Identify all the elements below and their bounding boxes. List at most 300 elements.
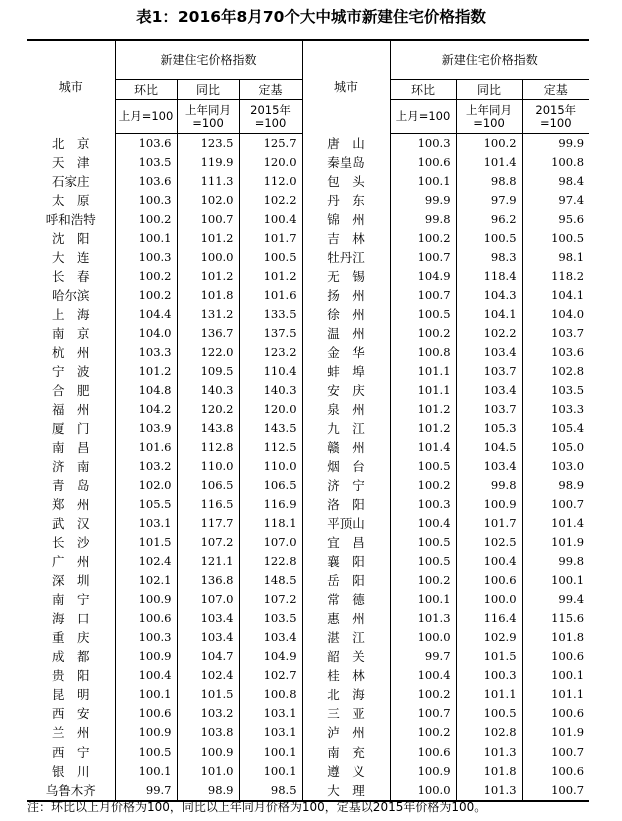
table-row (27, 343, 589, 362)
table-row (27, 743, 589, 762)
city-right-cell: 洛 阳 (302, 495, 390, 514)
yoy-left-cell: 102.4 (177, 666, 239, 685)
yoy-left-cell: 110.0 (177, 457, 239, 476)
fixed-left-cell: 137.5 (239, 324, 302, 343)
mom-right-cell: 100.5 (390, 533, 456, 552)
city-left-cell: 成 都 (27, 647, 115, 666)
mom-left-cell: 100.9 (115, 647, 177, 666)
yoy-right-cell: 100.6 (456, 571, 522, 590)
city-left-cell: 贵 阳 (27, 666, 115, 685)
yoy-right-cell: 102.8 (456, 723, 522, 742)
yoy-left-cell: 136.7 (177, 324, 239, 343)
mom-left-cell: 100.1 (115, 229, 177, 248)
mom-right-cell: 101.1 (390, 362, 456, 381)
city-right-cell: 徐 州 (302, 305, 390, 324)
fixed-left-cell: 100.1 (239, 743, 302, 762)
yoy-right-cell: 100.4 (456, 552, 522, 571)
yoy-right-cell: 97.9 (456, 191, 522, 210)
mom-left-cell: 101.6 (115, 438, 177, 457)
yoy-right-cell: 98.3 (456, 248, 522, 267)
city-left-cell: 深 圳 (27, 571, 115, 590)
city-right-cell: 南 充 (302, 743, 390, 762)
fixed-right-cell: 99.9 (558, 136, 585, 150)
mom-right-cell: 100.4 (390, 666, 456, 685)
fixed-left-cell: 118.1 (239, 514, 302, 533)
yoy-left-cell: 136.8 (177, 571, 239, 590)
yoy-right-cell: 100.9 (456, 495, 522, 514)
yoy-left-cell: 116.5 (177, 495, 239, 514)
city-header-right: 城市 (302, 40, 390, 134)
fixed-left-cell: 116.9 (239, 495, 302, 514)
yoy-right-cell: 100.2 (456, 134, 522, 154)
fixed-right-cell: 101.8 (551, 630, 585, 645)
table-row (27, 381, 589, 400)
city-right-cell: 常 德 (302, 590, 390, 609)
mom-left-cell: 100.2 (115, 286, 177, 305)
yoy-right-cell: 116.4 (456, 609, 522, 628)
fixed-right-cell: 100.6 (551, 706, 585, 721)
city-left-cell: 广 州 (27, 552, 115, 571)
city-right-cell: 牡丹江 (302, 248, 390, 267)
yoy-right-cell: 103.7 (456, 400, 522, 419)
fixed-right-cell: 104.1 (551, 288, 585, 303)
fixed-left-cell: 103.4 (239, 628, 302, 647)
mom-right-cell: 100.9 (390, 762, 456, 781)
mom-left-cell: 100.3 (115, 248, 177, 267)
yoy-right-cell: 99.8 (456, 476, 522, 495)
yoy-right-cell: 101.1 (456, 685, 522, 704)
yoy-right-cell: 101.5 (456, 647, 522, 666)
mom-right-cell: 101.3 (390, 609, 456, 628)
fixed-right-cell: 105.0 (551, 440, 585, 455)
yoy-left-cell: 101.2 (177, 229, 239, 248)
table-row (27, 495, 589, 514)
yoy-left-cell: 106.5 (177, 476, 239, 495)
fixed-left-cell: 100.5 (239, 248, 302, 267)
city-left-cell: 青 岛 (27, 476, 115, 495)
fixed-right-cell: 99.4 (558, 592, 585, 607)
city-right-cell: 秦皇岛 (302, 153, 390, 172)
city-right-cell: 温 州 (302, 324, 390, 343)
fixed-left-cell: 100.4 (239, 210, 302, 229)
mom-left-cell: 103.6 (115, 172, 177, 191)
city-right-cell: 襄 阳 (302, 552, 390, 571)
table-row (27, 191, 589, 210)
mom-left-cell: 103.3 (115, 343, 177, 362)
fixed-right-cell: 102.8 (551, 364, 585, 379)
table-title: 表1：2016年8月70个大中城市新建住宅价格指数 (136, 8, 486, 26)
yoy-right-cell: 101.3 (456, 743, 522, 762)
fixed-left-cell: 102.2 (239, 191, 302, 210)
fixed-right-cell: 103.5 (551, 383, 585, 398)
table-row (27, 438, 589, 457)
table-row (27, 762, 589, 781)
mom-left-cell: 105.5 (115, 495, 177, 514)
mom-right-cell: 100.5 (390, 305, 456, 324)
mom-header-left: 环比 (115, 80, 177, 100)
fixed-right-cell: 101.9 (551, 725, 585, 740)
table-row (27, 400, 589, 419)
mom-right-cell: 100.8 (390, 343, 456, 362)
yoy-right-cell: 102.2 (456, 324, 522, 343)
fixed-left-cell: 133.5 (239, 305, 302, 324)
city-right-cell: 遵 义 (302, 762, 390, 781)
yoy-right-cell: 101.8 (456, 762, 522, 781)
yoy-left-cell: 119.9 (177, 153, 239, 172)
city-left-cell: 大 连 (27, 248, 115, 267)
city-right-cell: 金 华 (302, 343, 390, 362)
mom-left-cell: 103.1 (115, 514, 177, 533)
mom-left-cell: 103.9 (115, 419, 177, 438)
table-row (27, 210, 589, 229)
fixed-left-cell: 103.1 (239, 723, 302, 742)
yoy-right-cell: 100.3 (456, 666, 522, 685)
yoy-right-cell: 105.3 (456, 419, 522, 438)
city-left-cell: 重 庆 (27, 628, 115, 647)
city-right-cell: 赣 州 (302, 438, 390, 457)
city-left-cell: 武 汉 (27, 514, 115, 533)
table-row (27, 609, 589, 628)
fixed-header-left: 定基 (239, 80, 302, 100)
yoy-right-cell: 118.4 (456, 267, 522, 286)
fixed-right-cell: 100.7 (551, 497, 585, 512)
fixed-left-cell: 101.2 (239, 267, 302, 286)
yoy-left-cell: 121.1 (177, 552, 239, 571)
fixed-left-cell: 100.8 (239, 685, 302, 704)
mom-right-cell: 104.9 (390, 267, 456, 286)
fixed-left-cell: 103.5 (239, 609, 302, 628)
mom-left-cell: 101.5 (115, 533, 177, 552)
fixed-right-cell: 100.1 (551, 668, 585, 683)
mom-left-cell: 100.3 (115, 191, 177, 210)
yoy-left-cell: 103.4 (177, 628, 239, 647)
table-row (27, 571, 589, 590)
yoy-left-cell: 100.7 (177, 210, 239, 229)
city-right-cell: 吉 林 (302, 229, 390, 248)
table-row (27, 457, 589, 476)
yoy-right-cell: 101.3 (456, 781, 522, 801)
city-left-cell: 福 州 (27, 400, 115, 419)
table-row (27, 267, 589, 286)
city-right-cell: 北 海 (302, 685, 390, 704)
yoy-left-cell: 100.9 (177, 743, 239, 762)
city-right-cell: 无 锡 (302, 267, 390, 286)
mom-right-cell: 100.6 (390, 153, 456, 172)
table-row (27, 666, 589, 685)
footnote: 注：环比以上月价格为100，同比以上年同月价格为100，定基以2015年价格为100。 (27, 800, 487, 814)
mom-left-cell: 100.5 (115, 743, 177, 762)
table-row (27, 476, 589, 495)
mom-left-cell: 100.9 (115, 723, 177, 742)
yoy-left-cell: 140.3 (177, 381, 239, 400)
fixed-left-cell: 104.9 (239, 647, 302, 666)
yoy-base-right: 上年同月=100 (456, 100, 522, 134)
city-left-cell: 南 昌 (27, 438, 115, 457)
yoy-left-cell: 98.9 (177, 781, 239, 801)
fixed-right-cell: 100.1 (551, 573, 585, 588)
fixed-right-cell: 103.7 (551, 326, 585, 341)
fixed-right-cell: 100.7 (551, 744, 585, 759)
yoy-left-cell: 103.2 (177, 704, 239, 723)
city-right-cell: 安 庆 (302, 381, 390, 400)
city-left-cell: 银 川 (27, 762, 115, 781)
mom-right-cell: 100.2 (390, 324, 456, 343)
city-left-cell: 石家庄 (27, 172, 115, 191)
fixed-left-cell: 140.3 (239, 381, 302, 400)
mom-right-cell: 100.7 (390, 704, 456, 723)
mom-right-cell: 100.2 (390, 229, 456, 248)
fixed-left-cell: 102.7 (239, 666, 302, 685)
mom-left-cell: 102.4 (115, 552, 177, 571)
table-row (27, 781, 589, 801)
mom-right-cell: 100.3 (390, 495, 456, 514)
table-row (27, 552, 589, 571)
price-index-table (27, 39, 589, 802)
city-left-cell: 乌鲁木齐 (27, 781, 115, 801)
table-row (27, 229, 589, 248)
mom-right-cell: 101.4 (390, 438, 456, 457)
city-left-cell: 郑 州 (27, 495, 115, 514)
fixed-right-cell: 115.6 (551, 611, 585, 626)
city-right-cell: 泸 州 (302, 723, 390, 742)
city-left-cell: 天 津 (27, 153, 115, 172)
fixed-right-cell: 101.4 (551, 516, 585, 531)
fixed-left-cell: 98.5 (239, 781, 302, 801)
yoy-right-cell: 103.7 (456, 362, 522, 381)
mom-left-cell: 99.7 (115, 781, 177, 801)
city-right-cell: 锦 州 (302, 210, 390, 229)
city-left-cell: 西 宁 (27, 743, 115, 762)
yoy-left-cell: 101.0 (177, 762, 239, 781)
city-right-cell: 包 头 (302, 172, 390, 191)
yoy-left-cell: 100.0 (177, 248, 239, 267)
city-right-cell: 大 理 (302, 781, 390, 801)
fixed-right-cell: 95.6 (558, 212, 585, 227)
mom-right-cell: 100.6 (390, 743, 456, 762)
yoy-left-cell: 122.0 (177, 343, 239, 362)
table-row (27, 248, 589, 267)
table-row (27, 324, 589, 343)
mom-left-cell: 103.6 (115, 134, 177, 154)
city-right-cell: 宜 昌 (302, 533, 390, 552)
fixed-right-cell: 100.8 (551, 155, 585, 170)
table-row (27, 685, 589, 704)
yoy-right-cell: 101.4 (456, 153, 522, 172)
mom-right-cell: 100.0 (390, 628, 456, 647)
city-left-cell: 长 沙 (27, 533, 115, 552)
mom-left-cell: 100.3 (115, 628, 177, 647)
yoy-left-cell: 102.0 (177, 191, 239, 210)
table-row (27, 723, 589, 742)
mom-left-cell: 102.0 (115, 476, 177, 495)
fixed-right-cell: 103.3 (551, 402, 585, 417)
city-right-cell: 九 江 (302, 419, 390, 438)
table-row (27, 533, 589, 552)
mom-left-cell: 104.4 (115, 305, 177, 324)
fixed-left-cell: 110.0 (239, 457, 302, 476)
mom-right-cell: 100.1 (390, 590, 456, 609)
fixed-left-cell: 143.5 (239, 419, 302, 438)
yoy-left-cell: 107.0 (177, 590, 239, 609)
yoy-left-cell: 120.2 (177, 400, 239, 419)
mom-right-cell: 99.8 (390, 210, 456, 229)
fixed-left-cell: 110.4 (239, 362, 302, 381)
yoy-left-cell: 103.8 (177, 723, 239, 742)
fixed-left-cell: 123.2 (239, 343, 302, 362)
table-row (27, 286, 589, 305)
fixed-right-cell: 98.1 (558, 250, 585, 265)
city-left-cell: 厦 门 (27, 419, 115, 438)
city-left-cell: 兰 州 (27, 723, 115, 742)
yoy-right-cell: 98.8 (456, 172, 522, 191)
city-left-cell: 哈尔滨 (27, 286, 115, 305)
mom-right-cell: 100.7 (390, 248, 456, 267)
yoy-right-cell: 96.2 (456, 210, 522, 229)
yoy-left-cell: 143.8 (177, 419, 239, 438)
yoy-left-cell: 101.8 (177, 286, 239, 305)
mom-left-cell: 100.2 (115, 210, 177, 229)
mom-right-cell: 100.7 (390, 286, 456, 305)
mom-right-cell: 100.5 (390, 457, 456, 476)
table-row (27, 153, 589, 172)
fixed-left-cell: 103.1 (239, 704, 302, 723)
table-row (27, 647, 589, 666)
yoy-left-cell: 104.7 (177, 647, 239, 666)
city-right-cell: 扬 州 (302, 286, 390, 305)
mom-right-cell: 100.5 (390, 552, 456, 571)
mom-left-cell: 104.0 (115, 324, 177, 343)
table-row (27, 628, 589, 647)
fixed-left-cell: 101.7 (239, 229, 302, 248)
fixed-left-cell: 120.0 (239, 400, 302, 419)
table-row (27, 704, 589, 723)
table-row (27, 419, 589, 438)
yoy-base-left: 上年同月=100 (177, 100, 239, 134)
mom-left-cell: 100.1 (115, 762, 177, 781)
fixed-left-cell: 112.5 (239, 438, 302, 457)
fixed-right-cell: 103.6 (551, 345, 585, 360)
yoy-left-cell: 107.2 (177, 533, 239, 552)
mom-right-cell: 100.2 (390, 685, 456, 704)
city-right-cell: 烟 台 (302, 457, 390, 476)
yoy-left-cell: 109.5 (177, 362, 239, 381)
fixed-right-cell: 104.0 (551, 307, 585, 322)
city-left-cell: 杭 州 (27, 343, 115, 362)
fixed-left-cell: 106.5 (239, 476, 302, 495)
mom-base-right: 上月=100 (390, 100, 456, 134)
yoy-right-cell: 102.5 (456, 533, 522, 552)
city-right-cell: 济 宁 (302, 476, 390, 495)
yoy-right-cell: 104.3 (456, 286, 522, 305)
yoy-header-right: 同比 (456, 80, 522, 100)
fixed-left-cell: 122.8 (239, 552, 302, 571)
fixed-right-cell: 100.7 (551, 782, 585, 797)
city-left-cell: 呼和浩特 (27, 210, 115, 229)
yoy-left-cell: 101.2 (177, 267, 239, 286)
mom-left-cell: 103.5 (115, 153, 177, 172)
mom-right-cell: 101.2 (390, 419, 456, 438)
table-row (27, 172, 589, 191)
city-right-cell: 泉 州 (302, 400, 390, 419)
city-left-cell: 西 安 (27, 704, 115, 723)
city-right-cell: 蚌 埠 (302, 362, 390, 381)
mom-left-cell: 104.8 (115, 381, 177, 400)
mom-header-right: 环比 (390, 80, 456, 100)
fixed-right-cell: 100.6 (551, 763, 585, 778)
fixed-left-cell: 107.0 (239, 533, 302, 552)
city-left-cell: 长 春 (27, 267, 115, 286)
mom-left-cell: 104.2 (115, 400, 177, 419)
mom-left-cell: 101.2 (115, 362, 177, 381)
city-right-cell: 岳 阳 (302, 571, 390, 590)
yoy-left-cell: 103.4 (177, 609, 239, 628)
mom-right-cell: 99.9 (390, 191, 456, 210)
yoy-right-cell: 100.0 (456, 590, 522, 609)
city-right-cell: 桂 林 (302, 666, 390, 685)
fixed-left-cell: 120.0 (239, 153, 302, 172)
yoy-left-cell: 111.3 (177, 172, 239, 191)
yoy-left-cell: 117.7 (177, 514, 239, 533)
index-group-header-right: 新建住宅价格指数 (441, 53, 538, 67)
fixed-right-cell: 100.6 (551, 649, 585, 664)
index-group-header-left: 新建住宅价格指数 (115, 40, 302, 80)
city-right-cell: 平顶山 (302, 514, 390, 533)
yoy-right-cell: 104.1 (456, 305, 522, 324)
mom-right-cell: 100.1 (390, 172, 456, 191)
fixed-right-cell: 98.9 (558, 478, 585, 493)
mom-left-cell: 100.6 (115, 704, 177, 723)
yoy-header-left: 同比 (177, 80, 239, 100)
fixed-right-cell: 99.8 (558, 554, 585, 569)
city-left-cell: 海 口 (27, 609, 115, 628)
fixed-right-cell: 103.0 (551, 459, 585, 474)
city-right-cell: 丹 东 (302, 191, 390, 210)
city-left-cell: 昆 明 (27, 685, 115, 704)
yoy-left-cell: 112.8 (177, 438, 239, 457)
city-left-cell: 济 南 (27, 457, 115, 476)
city-left-cell: 北 京 (27, 134, 115, 154)
fixed-right-cell: 100.5 (551, 231, 585, 246)
table-row (27, 134, 589, 154)
mom-right-cell: 99.7 (390, 647, 456, 666)
yoy-right-cell: 100.5 (456, 704, 522, 723)
city-left-cell: 太 原 (27, 191, 115, 210)
mom-left-cell: 100.4 (115, 666, 177, 685)
fixed-left-cell: 107.2 (239, 590, 302, 609)
city-left-cell: 宁 波 (27, 362, 115, 381)
mom-right-cell: 100.2 (390, 476, 456, 495)
city-right-cell: 湛 江 (302, 628, 390, 647)
mom-right-cell: 100.2 (390, 571, 456, 590)
mom-right-cell: 100.4 (390, 514, 456, 533)
mom-left-cell: 100.9 (115, 590, 177, 609)
fixed-right-cell: 101.1 (551, 687, 585, 702)
mom-right-cell: 100.2 (390, 723, 456, 742)
fixed-left-cell: 112.0 (239, 172, 302, 191)
table-row (27, 362, 589, 381)
mom-left-cell: 100.1 (115, 685, 177, 704)
city-right-cell: 三 亚 (302, 704, 390, 723)
fixed-base-left: 2015年=100 (239, 100, 302, 134)
fixed-base-right: 2015年=100 (522, 100, 589, 134)
mom-left-cell: 102.1 (115, 571, 177, 590)
fixed-right-cell: 101.9 (551, 535, 585, 550)
yoy-left-cell: 123.5 (177, 134, 239, 154)
table-row (27, 590, 589, 609)
fixed-right-cell: 105.4 (551, 421, 585, 436)
mom-right-cell: 100.0 (390, 781, 456, 801)
fixed-header-right: 定基 (522, 80, 589, 100)
